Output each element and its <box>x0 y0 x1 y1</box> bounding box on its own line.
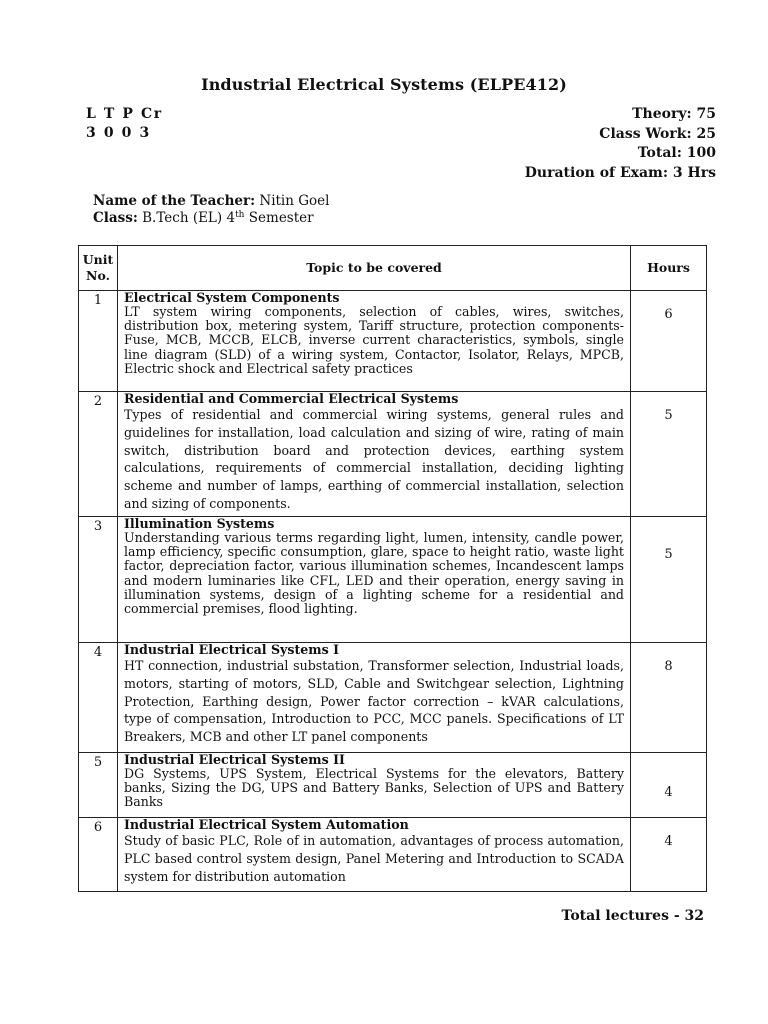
hours-value: 4 <box>631 753 707 818</box>
hours-value: 5 <box>631 517 707 643</box>
topic-heading: Industrial Electrical Systems I <box>124 642 339 657</box>
exam-duration: Duration of Exam: 3 Hrs <box>524 164 716 181</box>
unit-number: 2 <box>79 392 118 517</box>
total-marks: Total: 100 <box>637 145 716 161</box>
unit-number: 1 <box>79 291 118 392</box>
topic-cell <box>118 392 631 517</box>
theory-marks: Theory: 75 <box>632 106 716 122</box>
table-row <box>79 753 707 818</box>
table-header-row <box>79 246 707 291</box>
teacher-name-line <box>93 193 329 210</box>
unit-number: 6 <box>79 818 118 892</box>
topic-cell <box>118 818 631 892</box>
topic-text: Types of residential and commercial wiring systems, general rules and guidelines for installation, load calculation and sizing of wire, rating of main switch, distribution board and protection devices, earthing system calculations, requirements of commercial installation, deciding lighting scheme and number of lamps, earthing of commercial installation, selection and sizing of components. <box>124 407 624 511</box>
topic-heading: Industrial Electrical System Automation <box>124 817 409 832</box>
topic-text: DG Systems, UPS System, Electrical Systems for the elevators, Battery banks, Sizing the DG, UPS and Battery Banks, Selection of UPS and Battery Banks <box>124 766 624 810</box>
teacher-name: Nitin Goel <box>259 193 330 209</box>
syllabus-table <box>78 245 707 892</box>
course-title: Industrial Electrical Systems (ELPE412) <box>201 75 567 94</box>
topic-cell <box>118 517 631 643</box>
ltp-credits <box>86 105 163 143</box>
unit-number: 4 <box>79 643 118 753</box>
class-value-main: B.Tech (EL) 4 <box>142 210 236 226</box>
hours-value: 4 <box>631 818 707 892</box>
topic-text: LT system wiring components, selection of cables, wires, switches, distribution box, metering system, Tariff structure, protection components- Fuse, MCB, MCCB, ELCB, inverse current characteristics, symbols, single line diagram (SLD) of a wiring system, Contactor, Isolator, Relays, MPCB, Electric shock and Electrical safety practices <box>124 304 624 376</box>
topic-cell <box>118 291 631 392</box>
teacher-name-label: Name of the Teacher: <box>93 193 256 209</box>
class-label: Class: <box>93 210 138 226</box>
ltp-values: 3 0 0 3 <box>86 125 151 141</box>
class-line <box>93 210 329 227</box>
class-value-sup: th <box>235 210 245 220</box>
unit-number: 5 <box>79 753 118 818</box>
class-value-rest: Semester <box>244 210 314 226</box>
topic-heading: Industrial Electrical Systems II <box>124 752 345 767</box>
topic-heading: Electrical System Components <box>124 290 340 305</box>
ltp-header: L T P Cr <box>86 106 163 122</box>
header-hours: Hours <box>631 246 707 291</box>
table-row <box>79 643 707 753</box>
header-unit-no: Unit No. <box>79 246 118 291</box>
topic-cell <box>118 643 631 753</box>
topic-text: HT connection, industrial substation, Transformer selection, Industrial loads, motors, starting of motors, SLD, Cable and Switchgear selection, Lightning Protection, Earthing design, Power factor correction – kVAR calculations, type of compensation, Introduction to PCC, MCC panels. Specifications of LT Breakers, MCB and other LT panel components <box>124 658 624 745</box>
topic-cell <box>118 753 631 818</box>
teacher-info <box>93 193 329 227</box>
topic-heading: Illumination Systems <box>124 516 275 531</box>
hours-value: 5 <box>631 392 707 517</box>
marks-distribution <box>525 105 716 183</box>
table-row <box>79 517 707 643</box>
class-work-marks: Class Work: 25 <box>599 125 716 142</box>
topic-heading: Residential and Commercial Electrical Systems <box>124 391 459 406</box>
unit-number: 3 <box>79 517 118 643</box>
table-row <box>79 392 707 517</box>
hours-value: 6 <box>631 291 707 392</box>
total-lectures: Total lectures - 32 <box>561 908 704 924</box>
topic-text: Study of basic PLC, Role of in automation, advantages of process automation, PLC based control system design, Panel Metering and Introduction to SCADA system for distribution automation <box>124 833 624 884</box>
table-row <box>79 291 707 392</box>
header-topic: Topic to be covered <box>118 246 631 291</box>
table-row <box>79 818 707 892</box>
hours-value: 8 <box>631 643 707 753</box>
class-value <box>142 210 314 226</box>
topic-text: Understanding various terms regarding light, lumen, intensity, candle power, lamp efficiency, specific consumption, glare, space to height ratio, waste light factor, depreciation factor, various illumination schemes, Incandescent lamps and modern luminaries like CFL, LED and their operation, energy saving in illumination systems, design of a lighting scheme for a residential and commercial premises, flood lighting. <box>124 530 624 617</box>
